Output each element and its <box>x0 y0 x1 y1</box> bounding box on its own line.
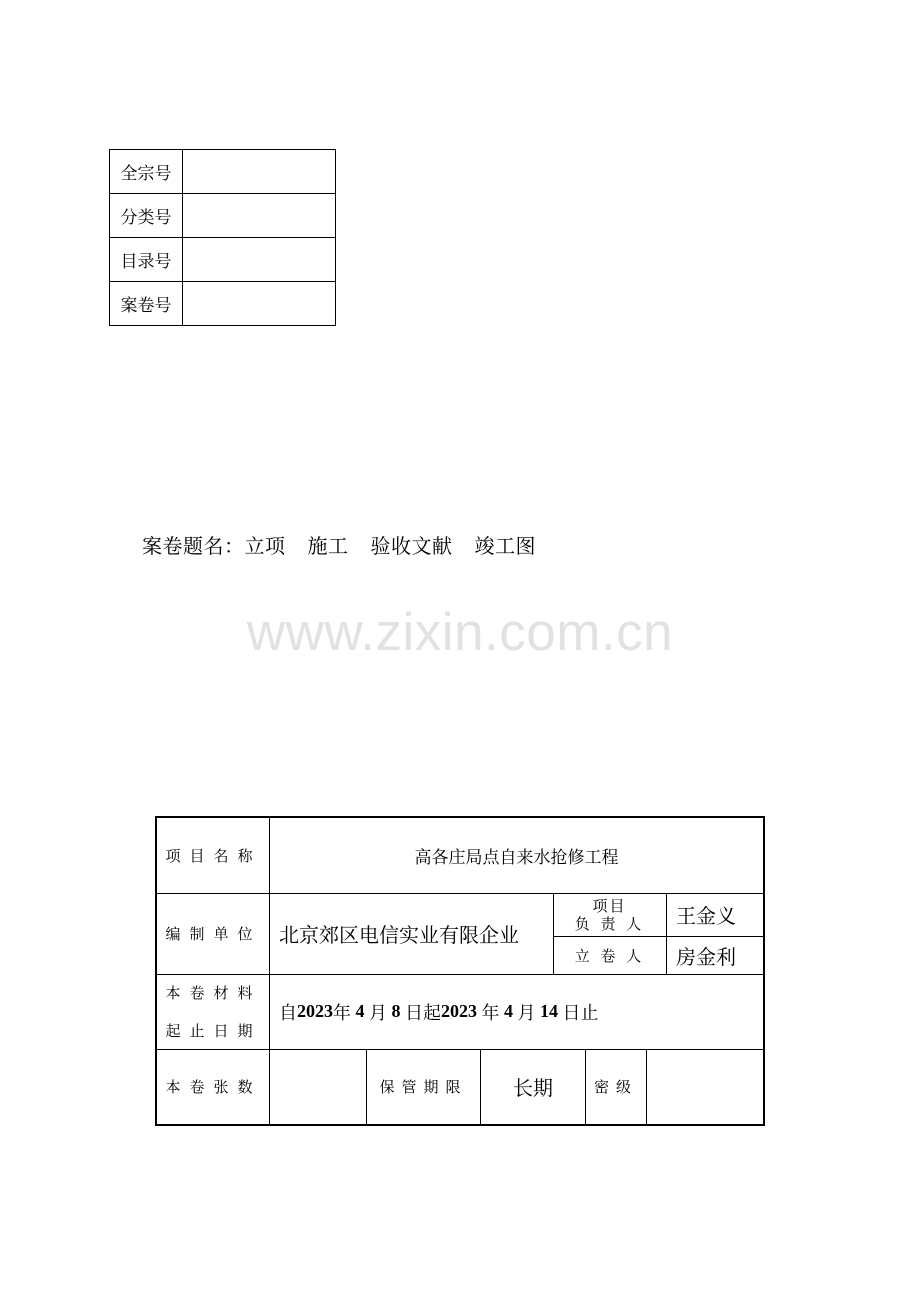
project-name-label: 项目名称 <box>165 847 262 865</box>
page-count-label: 本卷张数 <box>165 1078 262 1096</box>
year-char: 年 <box>333 1002 351 1023</box>
date-range-label-line2: 起止日期 <box>165 1021 262 1040</box>
project-lead-label-line2: 负 责 人 <box>574 914 645 933</box>
project-name-value: 高各庄局点自来水抢修工程 <box>414 848 619 868</box>
month-char: 月 <box>517 1002 536 1023</box>
start-month: 4 <box>355 1001 365 1021</box>
month-char: 月 <box>369 1002 387 1023</box>
table-row <box>110 238 336 282</box>
catalog-number-value <box>183 238 336 282</box>
project-lead-value: 王金义 <box>676 904 736 928</box>
date-range-label-line1: 本卷材料 <box>165 983 262 1002</box>
file-number-label: 案卷号 <box>110 282 183 326</box>
end-month: 4 <box>504 1001 513 1021</box>
table-row <box>110 150 336 194</box>
classification-value <box>647 1049 763 1124</box>
archive-number-table <box>109 149 336 326</box>
retention-value: 长期 <box>513 1076 553 1100</box>
project-info-table <box>155 816 765 1126</box>
file-title-part: 竣工图 <box>474 534 536 558</box>
filer-label: 立 卷 人 <box>574 947 645 965</box>
start-day: 8 <box>391 1001 401 1021</box>
watermark: www.zixin.com.cn <box>246 603 674 662</box>
catalog-number-label: 目录号 <box>110 238 183 282</box>
file-title-label: 案卷题名： <box>142 534 245 558</box>
fonds-number-value <box>183 150 336 194</box>
date-range-value <box>270 974 763 1049</box>
project-lead-label-line1: 项目 <box>592 896 627 915</box>
day-end-char: 日止 <box>562 1002 599 1023</box>
project-lead-label <box>553 893 666 936</box>
table-row <box>110 194 336 238</box>
file-title-part: 验收文献 <box>370 534 453 558</box>
file-number-value <box>183 282 336 326</box>
fonds-number-label: 全宗号 <box>110 150 183 194</box>
file-title-part: 立项 <box>244 534 286 558</box>
table-row <box>110 282 336 326</box>
classification-label: 密级 <box>593 1078 638 1096</box>
day-start-char: 日起 <box>405 1002 441 1023</box>
compiling-unit-value: 北京郊区电信实业有限企业 <box>279 923 519 947</box>
page-count-value <box>270 1049 366 1124</box>
category-number-label: 分类号 <box>110 194 183 238</box>
start-year: 2023 <box>297 1001 333 1021</box>
file-title-part: 施工 <box>307 534 349 558</box>
compiling-unit-label: 编制单位 <box>165 925 262 943</box>
retention-label: 保管期限 <box>379 1078 468 1096</box>
end-day: 14 <box>540 1001 558 1021</box>
category-number-value <box>183 194 336 238</box>
date-range-label <box>157 974 270 1049</box>
end-year: 2023 <box>441 1001 477 1021</box>
date-prefix: 自 <box>279 1002 297 1023</box>
filer-value: 房金利 <box>676 945 736 969</box>
year-char: 年 <box>481 1002 500 1023</box>
file-title <box>142 530 536 559</box>
